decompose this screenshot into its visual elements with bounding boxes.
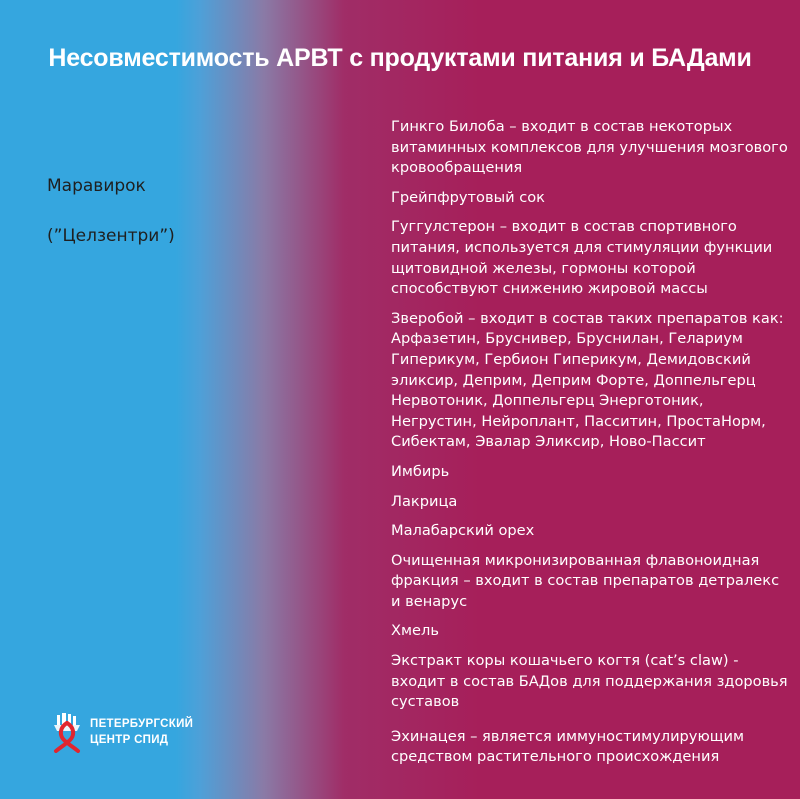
list-item: Очищенная микронизированная флавоноидная фракция – входит в состав препаратов детралекс и венарус bbox=[391, 551, 780, 610]
list-item: Хмель bbox=[391, 622, 439, 640]
list-item: Грейпфрутовый сок bbox=[391, 188, 545, 206]
list-item: Гуггулстерон – входит в состав спортивного питания, используется для стимуляции функции щитовидной железы, гормоны которой способствуют снижению жировой массы bbox=[391, 218, 773, 298]
incompatibility-list bbox=[391, 117, 791, 777]
list-item: Малабарский орех bbox=[391, 522, 535, 540]
logo-line-2: ЦЕНТР СПИД bbox=[90, 734, 169, 746]
drug-name: Маравирок bbox=[47, 176, 146, 196]
list-item: Экстракт коры кошачьего когтя (cat’s claw) - входит в состав БАДов для поддержания здоровья суставов bbox=[391, 652, 788, 711]
logo-text bbox=[90, 716, 193, 748]
page-title: Несовместимость АРВТ с продуктами питания и БАДами bbox=[48, 44, 752, 72]
aids-ribbon-icon bbox=[50, 713, 84, 753]
drug-brand-name: (”Целзентри”) bbox=[47, 226, 175, 246]
logo-line-1: ПЕТЕРБУРГСКИЙ bbox=[90, 718, 194, 730]
list-item: Имбирь bbox=[391, 462, 450, 480]
list-item: Гинкго Билоба – входит в состав некоторых витаминных комплексов для улучшения мозгового кровообращения bbox=[391, 118, 788, 177]
list-item: Эхинацея – является иммуностимулирующим средством растительного происхождения bbox=[391, 727, 744, 766]
list-item: Лакрица bbox=[391, 492, 458, 510]
list-item: Зверобой – входит в состав таких препаратов как: Арфазетин, Бруснивер, Бруснилан, Гелариум Гиперикум, Гербион Гиперикум, Демидовский эликсир, Деприм, Деприм Форте, Доппельгерц Нервотоник, Доппельгерц Энерготоник, Негрустин, Нейроплант, Пасситин, ПростаНорм, Сибектам, Эвалар Эликсир, Ново-Пассит bbox=[391, 309, 784, 451]
organization-logo bbox=[50, 713, 210, 753]
